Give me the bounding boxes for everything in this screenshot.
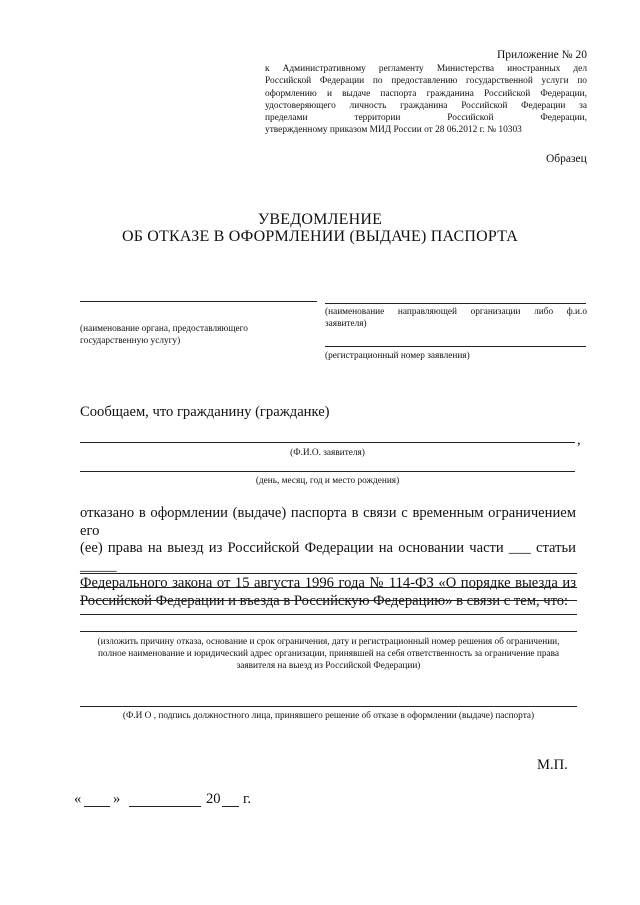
official-signature-caption: (Ф.И О , подпись должностного лица, принявшего решение об отказе в оформлении (выдаче) паспорта) — [122, 711, 535, 721]
appendix-line: пределами территории Российской Федерации, — [265, 113, 587, 124]
document-subtitle: ОБ ОТКАЗЕ В ОФОРМЛЕНИИ (ВЫДАЧЕ) ПАСПОРТА — [121, 228, 519, 245]
paragraph-line: Федерального закона от 15 августа 1996 года № 114-ФЗ «О порядке выезда из — [80, 575, 576, 591]
issuing-body-caption: (наименование органа, предоставляющего государственную услугу) — [80, 324, 248, 346]
paragraph-line: Российской Федерации и въезда в Российскую Федерацию» в связи с тем, что: — [80, 592, 569, 609]
applicant-comma: , — [577, 432, 581, 448]
referring-org-caption: (наименование направляющей организации либо ф.и.о заявителя) — [325, 307, 587, 329]
date-day-blank — [84, 806, 110, 807]
birth-caption: (день, месяц, год и место рождения) — [255, 476, 400, 486]
paragraph-line: отказано в оформлении (выдаче) паспорта в связи с временным ограничением его — [80, 505, 576, 539]
appendix-reference — [265, 63, 587, 137]
issuing-body-field-line — [80, 301, 317, 302]
appendix-title: Приложение № 20 — [497, 49, 587, 61]
seal-placeholder: М.П. — [537, 757, 568, 773]
reason-field-line — [80, 587, 577, 588]
reason-field-line — [80, 614, 577, 615]
appendix-line: удостоверяющего личность гражданина Российской Федерации за — [265, 100, 587, 111]
date-year-suffix: г. — [243, 791, 251, 807]
applicant-name-field-line — [80, 442, 575, 443]
document-title: УВЕДОМЛЕНИЕ — [257, 211, 383, 228]
referring-org-field-line — [325, 303, 586, 304]
reason-field-line — [80, 600, 577, 601]
date-year-prefix: 20 — [206, 791, 221, 807]
appendix-line: к Административному регламенту Министерства иностранных дел — [265, 64, 587, 74]
reason-field-line — [80, 573, 577, 574]
reason-caption: (изложить причину отказа, основание и срок ограничения, дату и регистрационный номер решения об ограничении, полное наименование и юридический адрес организации, принявшей на себя ответственность за ограничение права заявителя на выезд из Российской Федерации) — [97, 637, 560, 671]
date-year-blank — [222, 806, 239, 807]
refusal-paragraph — [80, 505, 576, 610]
reason-field-line — [80, 631, 577, 632]
sample-label: Образец — [546, 153, 587, 165]
date-open-quote: « — [74, 791, 82, 807]
appendix-line: Российской Федерации по предоставлению государственной услуги по — [265, 76, 587, 87]
registration-number-field-line — [325, 346, 586, 347]
paragraph-line: (ее) права на выезд из Российской Федерации на основании части ___ статьи _____ — [80, 540, 576, 574]
notice-intro: Сообщаем, что гражданину (гражданке) — [80, 404, 330, 420]
birth-field-line — [80, 471, 575, 472]
appendix-line: утвержденному приказом МИД России от 28 06.2012 г. № 10303 — [265, 125, 522, 136]
registration-number-caption: (регистрационный номер заявления) — [325, 351, 470, 361]
applicant-name-caption: (Ф.И.О. заявителя) — [290, 448, 365, 458]
date-month-blank — [129, 806, 201, 807]
appendix-line: оформлению и выдаче паспорта гражданина Российской Федерации, — [265, 88, 587, 99]
official-signature-line — [80, 706, 577, 707]
date-close-quote: » — [113, 791, 121, 807]
